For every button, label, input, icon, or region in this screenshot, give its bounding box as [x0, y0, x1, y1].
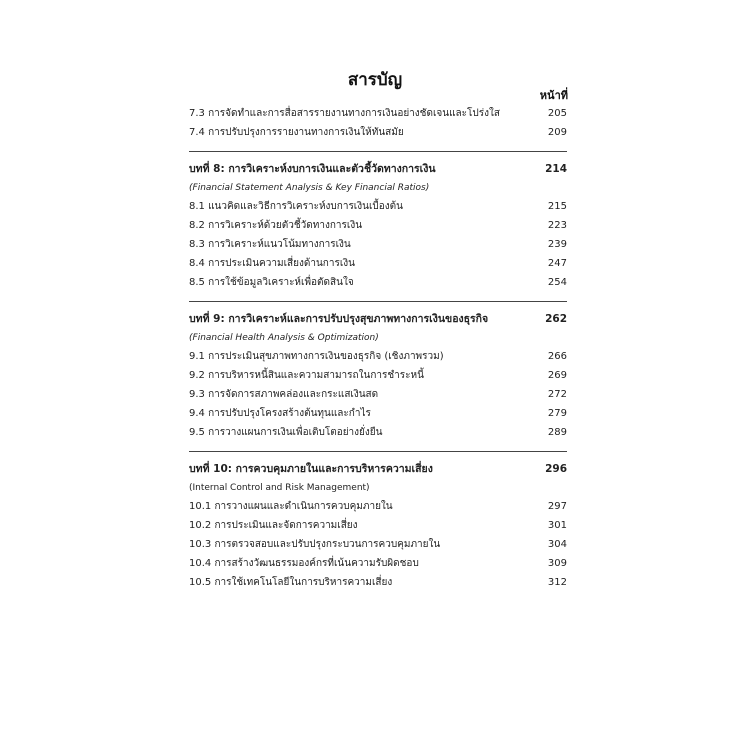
toc-item [189, 497, 567, 516]
toc-item [189, 573, 567, 592]
toc-item-page: 205 [547, 108, 567, 119]
toc-item-page: 289 [547, 427, 567, 438]
toc-item-label: 10.4 การสร้างวัฒนธรรมองค์กรที่เน้นความรับผิดชอบ [189, 558, 419, 569]
chapter-heading-page: 296 [545, 463, 567, 475]
toc-item-label: 10.3 การตรวจสอบและปรับปรุงกระบวนการควบคุมภายใน [189, 539, 441, 550]
toc-item-page: 312 [547, 577, 567, 588]
toc-item-label: 7.4 การปรับปรุงการรายงานทางการเงินให้ทันสมัย [189, 127, 404, 138]
toc-item [189, 516, 567, 535]
chapter-heading-label: บทที่ 8: การวิเคราะห์งบการเงินและตัวชี้วัดทางการเงิน [189, 163, 436, 175]
toc-item-label: 8.4 การประเมินความเสี่ยงด้านการเงิน [189, 258, 355, 269]
toc-item-page: 266 [547, 351, 567, 362]
toc-item [189, 235, 567, 254]
toc-item [189, 216, 567, 235]
toc-item [189, 273, 567, 292]
toc-item-label: 9.3 การจัดการสภาพคล่องและกระแสเงินสด [189, 389, 379, 400]
toc-item-label: 8.1 แนวคิดและวิธีการวิเคราะห์งบการเงินเบื้องต้น [189, 201, 403, 212]
toc-item-label: 7.3 การจัดทำและการสื่อสารรายงานทางการเงินอย่างชัดเจนและโปร่งใส [189, 108, 500, 119]
toc-item [189, 535, 567, 554]
chapter-subtitle [189, 479, 567, 497]
toc-item-label: 9.5 การวางแผนการเงินเพื่อเติบโตอย่างยั่งยืน [189, 427, 383, 438]
toc-item-page: 215 [547, 201, 567, 212]
toc-item-page: 254 [547, 277, 567, 288]
chapter-subtitle-text: (Financial Statement Analysis & Key Financial Ratios) [189, 183, 430, 193]
toc-item [189, 123, 567, 142]
toc-item-label: 8.3 การวิเคราะห์แนวโน้มทางการเงิน [189, 239, 351, 250]
toc-item-page: 304 [547, 539, 567, 550]
section-divider [189, 451, 567, 452]
toc-item-label: 9.2 การบริหารหนี้สินและความสามารถในการชำระหนี้ [189, 370, 424, 381]
section-divider [189, 301, 567, 302]
toc-item-page: 301 [547, 520, 567, 531]
toc-item-label: 10.1 การวางแผนและดำเนินการควบคุมภายใน [189, 501, 393, 512]
toc-item-page: 223 [547, 220, 567, 231]
toc-item [189, 554, 567, 573]
chapter-subtitle [189, 329, 567, 347]
toc-item-label: 9.1 การประเมินสุขภาพทางการเงินของธุรกิจ (เชิงภาพรวม) [189, 351, 444, 362]
toc-item-page: 297 [547, 501, 567, 512]
toc-item-page: 272 [547, 389, 567, 400]
chapter-heading-label: บทที่ 9: การวิเคราะห์และการปรับปรุงสุขภาพทางการเงินของธุรกิจ [189, 313, 489, 325]
toc-item-label: 8.5 การใช้ข้อมูลวิเคราะห์เพื่อตัดสินใจ [189, 277, 354, 288]
page-title: สารบัญ [347, 70, 403, 90]
chapter-heading [189, 309, 567, 329]
chapter-heading-page: 262 [545, 313, 567, 325]
toc-item-label: 10.2 การประเมินและจัดการความเสี่ยง [189, 520, 358, 531]
toc-item-page: 239 [547, 239, 567, 250]
chapter-subtitle-text: (Financial Health Analysis & Optimization) [189, 333, 379, 343]
toc-item-page: 209 [547, 127, 567, 138]
section-divider [189, 151, 567, 152]
toc-item-page: 309 [547, 558, 567, 569]
toc-item [189, 423, 567, 442]
chapter-heading [189, 459, 567, 479]
toc-item [189, 366, 567, 385]
toc-item [189, 197, 567, 216]
chapter-subtitle-text: (Internal Control and Risk Management) [189, 483, 370, 493]
table-of-contents [189, 104, 567, 592]
toc-item-label: 10.5 การใช้เทคโนโลยีในการบริหารความเสี่ยง [189, 577, 393, 588]
toc-item-page: 247 [547, 258, 567, 269]
toc-item [189, 104, 567, 123]
toc-item [189, 347, 567, 366]
toc-item-label: 9.4 การปรับปรุงโครงสร้างต้นทุนและกำไร [189, 408, 371, 419]
chapter-heading-label: บทที่ 10: การควบคุมภายในและการบริหารความเสี่ยง [189, 463, 433, 475]
toc-item-label: 8.2 การวิเคราะห์ด้วยตัวชี้วัดทางการเงิน [189, 220, 363, 231]
chapter-subtitle [189, 179, 567, 197]
toc-item [189, 404, 567, 423]
page-number-column-header: หน้าที่ [539, 89, 568, 102]
chapter-heading [189, 159, 567, 179]
toc-item-page: 269 [547, 370, 567, 381]
toc-item [189, 254, 567, 273]
toc-item-page: 279 [547, 408, 567, 419]
chapter-heading-page: 214 [545, 163, 567, 175]
toc-item [189, 385, 567, 404]
